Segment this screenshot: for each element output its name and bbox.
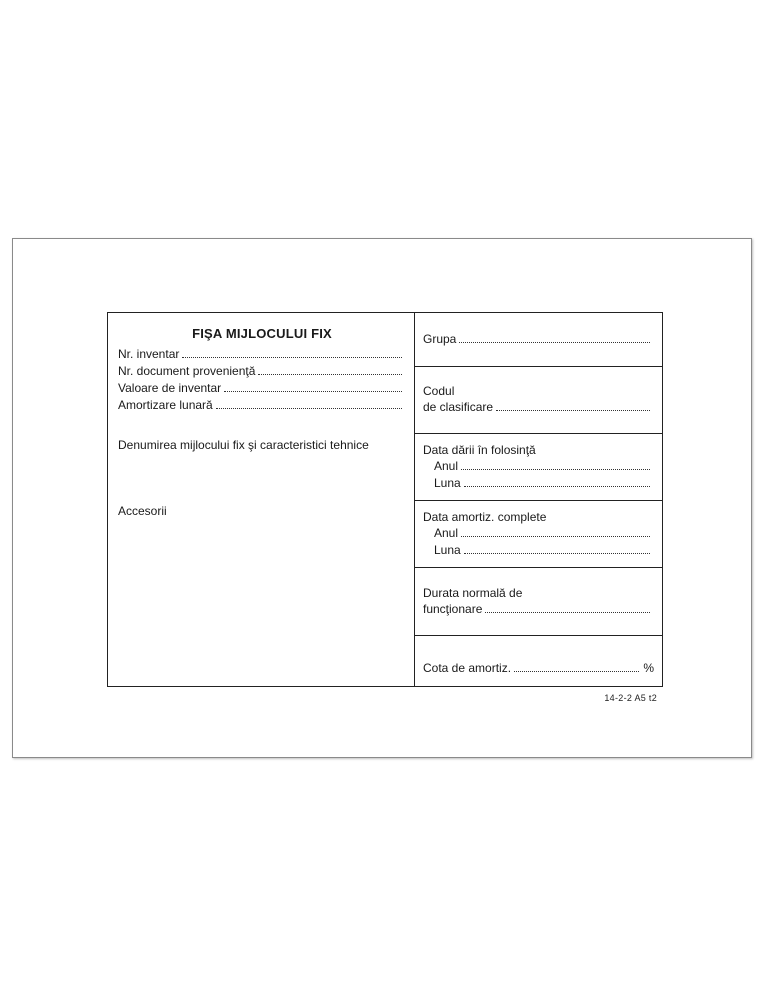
field-clasificare bbox=[423, 399, 654, 416]
cell-durata bbox=[415, 568, 662, 636]
field-label: funcţionare bbox=[423, 601, 483, 616]
field-cota bbox=[423, 660, 654, 677]
form-title: FIŞA MIJLOCULUI FIX bbox=[192, 326, 332, 341]
fill-line bbox=[216, 397, 402, 409]
field-nr-inventar bbox=[118, 346, 406, 363]
field-label: Anul bbox=[434, 458, 459, 473]
cell-cota bbox=[415, 636, 662, 686]
field-valoare-inventar bbox=[118, 380, 406, 397]
fill-line bbox=[461, 525, 650, 537]
field-amortizare-lunara bbox=[118, 397, 406, 414]
field-label: Grupa bbox=[423, 332, 457, 346]
field-anul bbox=[423, 525, 654, 542]
fill-line bbox=[464, 542, 650, 554]
fixed-asset-card bbox=[107, 312, 663, 687]
accesorii-label: Accesorii bbox=[118, 504, 167, 518]
data-darii-label: Data dării în folosinţă bbox=[423, 442, 536, 457]
data-amortiz-label: Data amortiz. complete bbox=[423, 509, 547, 524]
left-panel bbox=[108, 313, 415, 686]
fill-line bbox=[182, 346, 402, 358]
field-label: Anul bbox=[434, 525, 459, 540]
field-label: Nr. document provenienţă bbox=[118, 364, 256, 378]
field-label: Valoare de inventar bbox=[118, 381, 222, 395]
right-panel bbox=[415, 313, 662, 686]
cell-data-amortiz bbox=[415, 501, 662, 568]
fill-line bbox=[496, 399, 650, 411]
field-nr-document bbox=[118, 363, 406, 380]
field-label: Nr. inventar bbox=[118, 347, 180, 361]
field-label: Amortizare lunară bbox=[118, 398, 213, 412]
field-label: Cota de amortiz. bbox=[423, 661, 512, 675]
field-label: Luna bbox=[434, 475, 461, 490]
fill-line bbox=[514, 660, 639, 672]
field-luna bbox=[423, 475, 654, 492]
cell-data-darii bbox=[415, 434, 662, 501]
percent-sign: % bbox=[643, 661, 654, 675]
field-label: de clasificare bbox=[423, 400, 494, 414]
fill-line bbox=[464, 475, 650, 487]
field-anul bbox=[423, 458, 654, 475]
codul-label: Codul bbox=[423, 384, 455, 398]
fill-line bbox=[224, 380, 402, 392]
form-sheet bbox=[12, 238, 752, 758]
field-functionare bbox=[423, 601, 654, 618]
field-label: Luna bbox=[434, 542, 461, 557]
cell-grupa bbox=[415, 313, 662, 367]
fill-line bbox=[461, 458, 650, 470]
fill-line bbox=[485, 601, 650, 613]
fill-line bbox=[258, 363, 402, 375]
denumire-label: Denumirea mijlocului fix şi caracteristici tehnice bbox=[118, 438, 369, 452]
cell-codul bbox=[415, 367, 662, 434]
form-code: 14-2-2 A5 t2 bbox=[604, 693, 657, 703]
fill-line bbox=[459, 331, 650, 343]
durata-label: Durata normală de bbox=[423, 585, 523, 600]
field-luna bbox=[423, 542, 654, 559]
field-grupa bbox=[423, 331, 654, 348]
